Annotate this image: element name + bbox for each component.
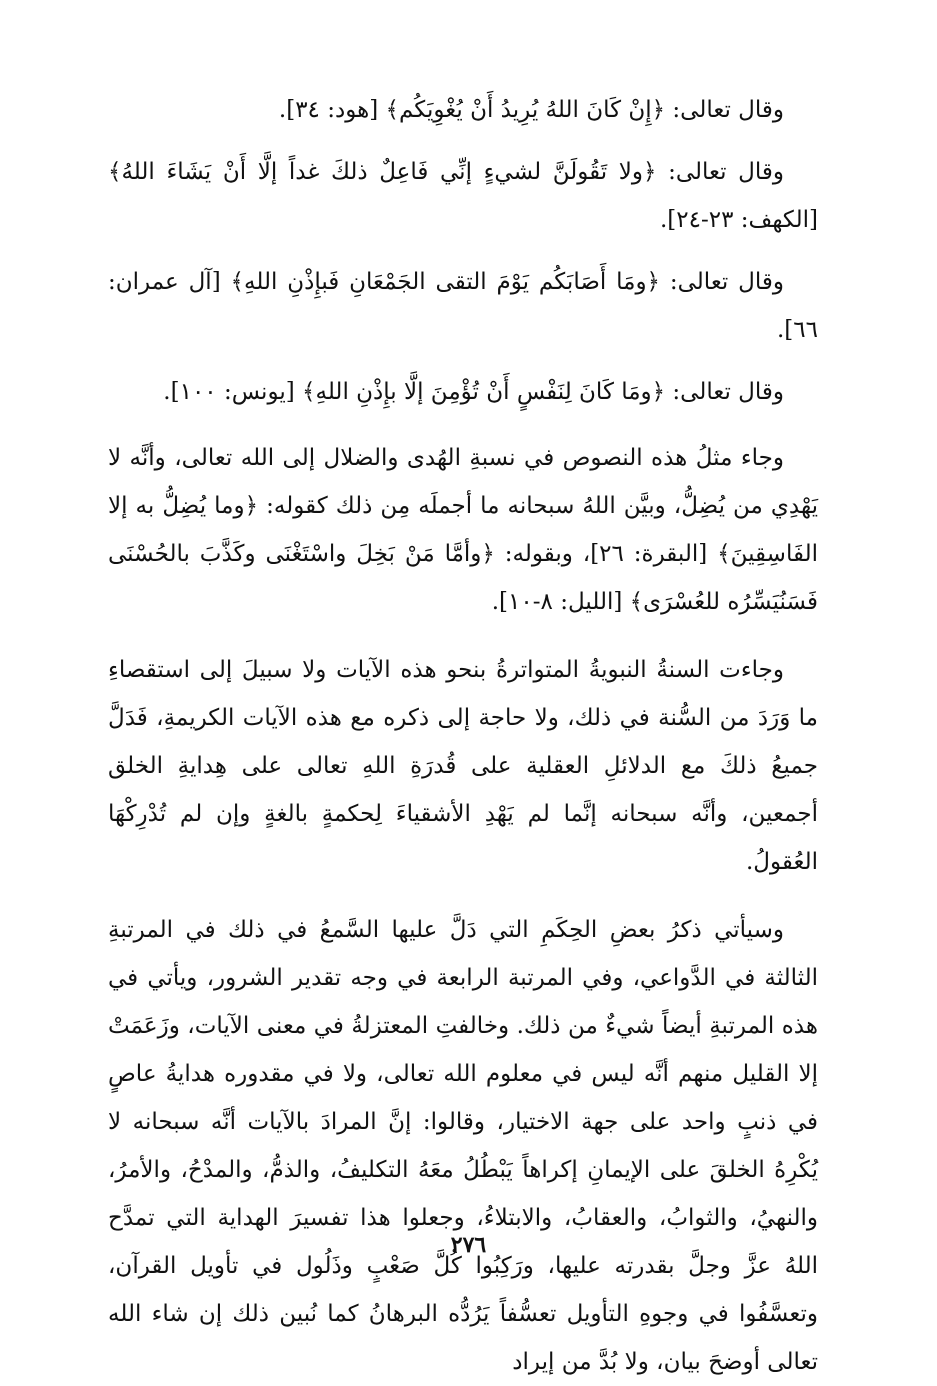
paragraph-1: وقال تعالى: ﴿إِنْ كَانَ اللهُ يُرِيدُ أَنْ يُغْوِيَكُم﴾ [هود: ٣٤]. (278, 97, 784, 123)
paragraph-3: وقال تعالى: ﴿ومَا أَصَابَكُم يَوْمَ التقى الجَمْعَانِ فَبإِذْنِ اللهِ﴾ [آل عمران: ٦٦]. (108, 269, 818, 343)
paragraph-2: وقال تعالى: ﴿ولا تَقُولَنَّ لشيءٍ إنِّي فَاعِلٌ ذلكَ غداً إلَّا أَنْ يَشَاءَ اللهُ﴾ [الكهف: ٢٣-٢٤]. (108, 159, 818, 233)
paragraph-5: وجاء مثلُ هذه النصوص في نسبةِ الهُدى والضلال إلى الله تعالى، وأنَّه لا يَهْدِي من يُضِلُّ، وبيَّن اللهُ سبحانه ما أجملَه مِن ذلك كقوله: ﴿وما يُضِلُّ به إلا الفَاسِقِينَ﴾ [البقرة: ٢٦]، وبقوله: ﴿وأمَّا مَنْ بَخِلَ واسْتَغْنَى وكَذَّبَ بالحُسْنَى فَسَنُيَسِّرُه للعُسْرَى﴾ [الليل: ٨-١٠]. (108, 445, 818, 615)
page-body (108, 86, 818, 1386)
page-number: ٢٧٦ (450, 1232, 487, 1258)
paragraph-7: وسيأتي ذكرُ بعضِ الحِكَمِ التي دَلَّ عليها السَّمعُ في ذلك في المرتبةِ الثالثة في الدَّواعي، وفي المرتبة الرابعة في وجه تقدير الشرور، ويأتي في هذه المرتبةِ أيضاً شيءٌ من ذلك. وخالفتِ المعتزلةُ في معنى الآيات، وزَعَمَتْ إلا القليل منهم أنَّه ليس في معلوم الله تعالى، ولا في مقدوره هدايةُ عاصٍ في ذنبٍ واحد على جهة الاختيار، وقالوا: إنَّ المرادَ بالآيات أنَّه سبحانه لا يُكْرِهُ الخلقَ على الإيمانِ إكراهاً يَبْطُلُ معَهُ التكليفُ، والذمُّ، والمدْحُ، والأمرُ، والنهيُ، والثوابُ، والعقابُ، والابتلاءُ، وجعلوا هذا تفسيرَ الهداية التي تمدَّح اللهُ عزَّ وجلَّ بقدرته عليها، ورَكِبُوا كُلَّ صَعْبٍ وذَلُول في تأويل القرآن، وتعسَّفُوا في وجوهِ التأويل تعسُّفاً يَرُدُّه البرهانُ كما نُبين ذلك إن شاء الله تعالى أوضحَ بيان، ولا بُدَّ من إيراد (108, 917, 818, 1375)
paragraph-4: وقال تعالى: ﴿ومَا كَانَ لِنَفْسٍ أَنْ تُؤْمِنَ إلَّا بإِذْنِ اللهِ﴾ [يونس: ١٠٠]. (163, 379, 784, 405)
paragraph-6: وجاءت السنةُ النبويةُ المتواترةُ بنحو هذه الآيات ولا سبيلَ إلى استقصاءِ ما وَرَدَ من السُّنة في ذلك، ولا حاجة إلى ذكره مع هذه الآيات الكريمةِ، فَدَلَّ جميعُ ذلكَ مع الدلائلِ العقلية على قُدرَةِ اللهِ تعالى على هِدايةِ الخلق أجمعين، وأنَّه سبحانه إنَّما لم يَهْدِ الأشقياءَ لِحكمةٍ بالغةٍ وإن لم تُدْرِكْهَا العُقولُ. (108, 657, 818, 875)
